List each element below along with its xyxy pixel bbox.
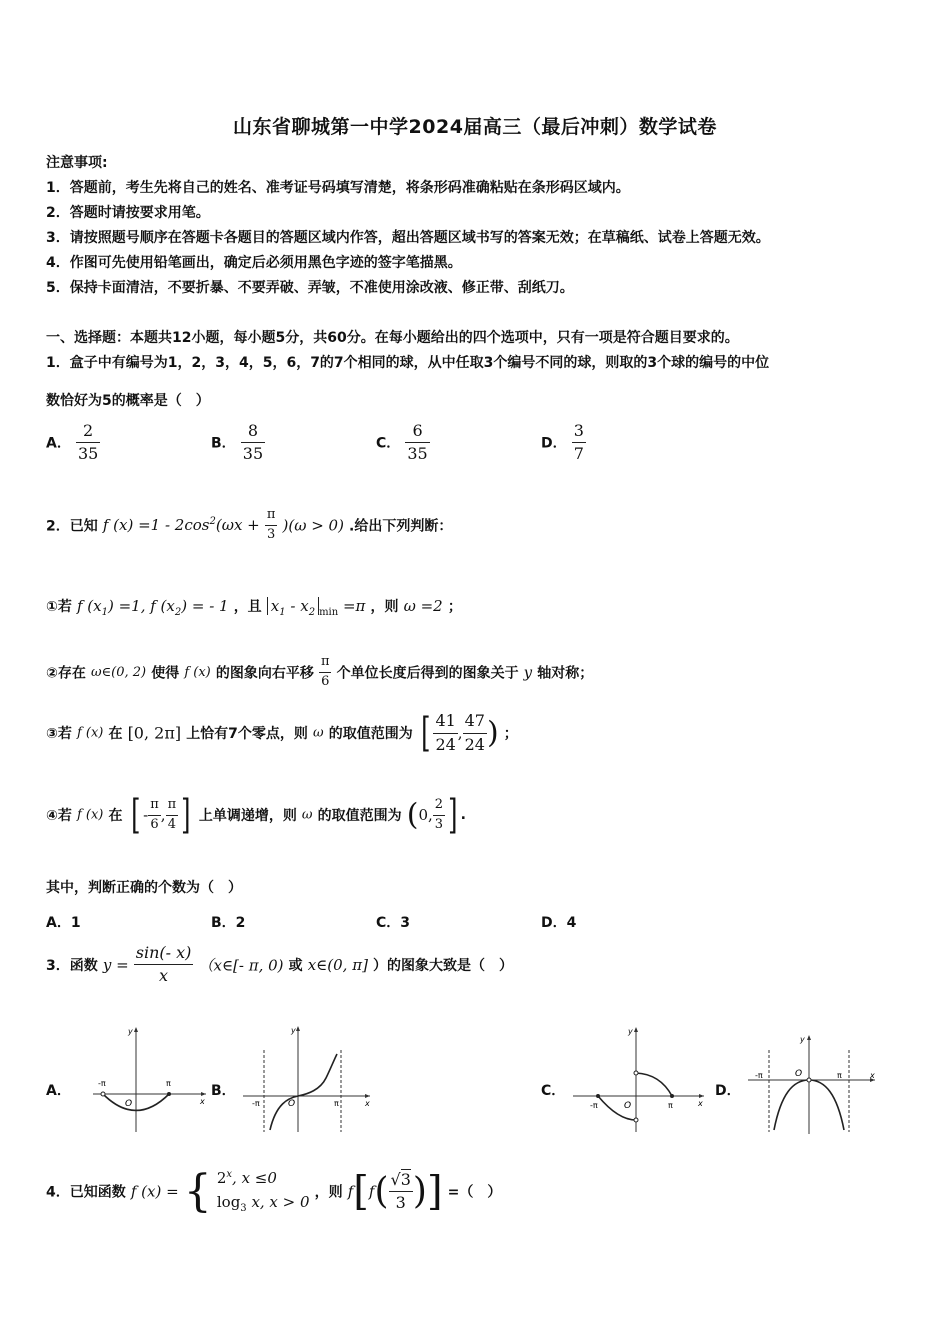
q4-case-1-cond: , x ≤0 xyxy=(232,1169,277,1187)
q3-stem xyxy=(46,944,513,986)
q3-option-c-label[interactable]: C． xyxy=(541,1083,566,1099)
q1-option-c[interactable] xyxy=(376,422,430,464)
label-pi: π xyxy=(334,1099,339,1108)
j4-zero: 0, xyxy=(418,806,433,824)
j1-x2: - x xyxy=(285,597,309,615)
numerator: π xyxy=(319,655,332,673)
numerator: 47 xyxy=(463,712,487,733)
q3-domain-2: x∈(0, π] xyxy=(307,955,368,974)
numerator: 41 xyxy=(433,712,457,733)
q3-fraction xyxy=(134,944,194,986)
j2-y: y xyxy=(523,663,533,682)
notice-item-5: 5．保持卡面清洁，不要折暴、不要弄破、弄皱，不准使用涂改液、修正带、刮纸刀。 xyxy=(46,280,574,296)
notice-item-4: 4．作图可先使用铅笔画出，确定后必须用黑色字迹的签字笔描黑。 xyxy=(46,255,462,271)
j4-end: . xyxy=(460,807,466,823)
label-x: x xyxy=(870,1071,875,1080)
j4-in: 在 xyxy=(108,808,123,824)
j1-abs: $x_1 - x_2$ $_{min}$ =π xyxy=(267,597,366,615)
j1-cond-b: ) =1, f (x xyxy=(107,597,175,615)
j4-frac-2 xyxy=(166,798,179,833)
label-neg-pi: -π xyxy=(98,1079,106,1088)
numerator: 2 xyxy=(433,798,445,816)
j3-omega: ω xyxy=(313,725,324,741)
q3-option-d-label[interactable]: D． xyxy=(715,1083,741,1099)
j1-sub1: 1 xyxy=(101,607,108,618)
option-label: D． xyxy=(541,435,567,452)
j1-then: ，则 xyxy=(370,599,399,615)
j3-in: 在 xyxy=(108,726,123,742)
q4-f-outer: f xyxy=(347,1182,354,1201)
j2-prefix: ②存在 xyxy=(46,665,86,682)
j3-interval: [0, 2π] xyxy=(127,723,182,743)
page-title: 山东省聊城第一中学2024届高三（最后冲刺）数学试卷 xyxy=(233,116,717,138)
denominator: 24 xyxy=(464,734,485,754)
denominator: 7 xyxy=(573,444,584,464)
q3-or: 或 xyxy=(288,957,303,974)
label-neg-pi: -π xyxy=(755,1071,763,1080)
denominator: 35 xyxy=(407,444,428,464)
label-pi: π xyxy=(166,1079,171,1088)
q3-suffix: ）的图象大致是（ ） xyxy=(373,957,514,974)
label-neg-pi: -π xyxy=(252,1099,260,1108)
q4-prefix: 4．已知函数 xyxy=(46,1184,126,1201)
q4-eq: =（ ） xyxy=(447,1184,502,1201)
label-y: y xyxy=(291,1026,296,1035)
numerator: π xyxy=(166,798,179,816)
q4-fx: f (x) = xyxy=(130,1182,179,1201)
j1-x1: x xyxy=(270,597,280,615)
denominator: 6 xyxy=(321,673,330,689)
j3-frac-1 xyxy=(433,712,457,754)
label-origin: O xyxy=(624,1101,632,1111)
q2-option-c[interactable]: C．3 xyxy=(376,915,411,931)
j4-frac-1 xyxy=(148,798,161,833)
label-origin: O xyxy=(795,1069,803,1079)
label-pi: π xyxy=(668,1101,673,1110)
j1-cond-c: ) = - 1 xyxy=(181,597,229,615)
numerator: 8 xyxy=(241,422,265,443)
j2-text-2: 个单位长度后得到的图象关于 xyxy=(336,665,519,682)
q2-judgement-2 xyxy=(46,655,593,690)
option-label: A． xyxy=(46,435,71,452)
denominator: x xyxy=(159,966,169,986)
q2-function xyxy=(103,516,260,534)
j3-frac-2 xyxy=(463,712,487,754)
option-fraction xyxy=(572,422,586,464)
j4-frac-3 xyxy=(433,798,445,833)
j4-text-1: 上单调递增，则 xyxy=(198,808,297,824)
denominator: 4 xyxy=(167,816,176,832)
j3-right-paren: ) xyxy=(486,715,499,751)
q2-suffix: .给出下列判断： xyxy=(349,518,453,535)
q2-arg-right: )(ω > 0) xyxy=(282,516,344,535)
q2-prefix: 2．已知 xyxy=(46,518,98,535)
q3-graph-c[interactable] xyxy=(568,1022,713,1134)
numerator: 2 xyxy=(76,422,100,443)
label-x: x xyxy=(698,1099,703,1108)
j4-text-2: 的取值范围为 xyxy=(317,808,402,824)
label-x: x xyxy=(365,1099,370,1108)
j3-prefix: ③若 xyxy=(46,726,72,742)
j4-omega: ω xyxy=(301,807,313,823)
q3-prefix: 3．函数 xyxy=(46,957,98,974)
j2-text-1: 的图象向右平移 xyxy=(215,665,314,682)
q4-f-inner: f xyxy=(368,1182,375,1201)
j4-left-paren: ( xyxy=(406,797,419,833)
j3-left-bracket: [ xyxy=(420,710,431,756)
j1-cond-a: f (x xyxy=(76,597,102,615)
q2-judgement-1 xyxy=(46,596,462,618)
j4-right-bracket: ] xyxy=(181,792,191,838)
q1-line-2: 数恰好为5的概率是（ ） xyxy=(46,393,210,409)
j2-fx: f (x) xyxy=(184,664,211,680)
q3-graph-d[interactable] xyxy=(745,1032,880,1136)
q4-brace: { xyxy=(183,1166,212,1217)
q4-then: ，则 xyxy=(314,1184,343,1201)
j4-right-bracket-2: ] xyxy=(448,792,458,838)
numerator: √3 xyxy=(389,1171,413,1192)
option-fraction xyxy=(405,422,429,464)
j1-semi: ； xyxy=(447,599,462,615)
label-y: y xyxy=(128,1027,133,1036)
denominator: 6 xyxy=(150,816,159,832)
q2-f-expr: f (x) =1 - 2cos xyxy=(102,516,210,535)
label-neg-pi: -π xyxy=(590,1101,598,1110)
q2-option-d[interactable]: D．4 xyxy=(541,915,577,931)
j1-sub2: 2 xyxy=(174,607,182,618)
j2-make: 使得 xyxy=(151,665,180,682)
label-origin: O xyxy=(125,1099,133,1109)
denominator: 3 xyxy=(434,816,444,832)
notice-heading: 注意事项: xyxy=(46,155,108,171)
q2-stem xyxy=(46,508,452,543)
q2-question: 其中，判断正确的个数为（ ） xyxy=(46,880,242,896)
label-y: y xyxy=(628,1027,633,1036)
q1-option-a[interactable] xyxy=(46,422,100,464)
section-heading: 一、选择题：本题共12小题，每小题5分，共60分。在每小题给出的四个选项中，只有一项是符合题目要求的。 xyxy=(46,330,739,346)
j3-text-2: 的取值范围为 xyxy=(328,726,413,742)
j2-pi-over-6 xyxy=(319,655,332,690)
j1-omega-eq: ω =2 xyxy=(403,597,443,615)
label-y: y xyxy=(800,1035,805,1044)
numerator: 6 xyxy=(405,422,429,443)
q4-case-1-exp: x xyxy=(226,1169,233,1180)
option-fraction xyxy=(241,422,265,464)
denominator: 24 xyxy=(435,734,456,754)
denominator: 35 xyxy=(242,444,264,464)
q4-stem: 4．已知函数 f (x) = { 2$^x$, x ≤0 $\log_3 x$, x > 0 ，则 f[f( $\frac{√3}{3}$ )] =（ ） xyxy=(46,1166,502,1217)
j2-omega-in: ω∈(0, 2) xyxy=(90,664,147,680)
j3-fx: f (x) xyxy=(76,725,104,741)
q2-option-a[interactable]: A．1 xyxy=(46,915,81,931)
q1-option-d[interactable] xyxy=(541,422,586,464)
q1-option-b[interactable] xyxy=(211,422,265,464)
option-fraction xyxy=(76,422,100,464)
q2-arg-left: (ωx + xyxy=(215,516,260,535)
j1-prefix: ①若 xyxy=(46,599,72,615)
q3-graph-a[interactable] xyxy=(88,1022,213,1134)
q4-cases xyxy=(217,1166,310,1217)
numerator: sin(- x) xyxy=(134,944,194,965)
q4-sqrt3-over-3 xyxy=(389,1171,413,1213)
notice-item-1: 1．答题前，考生先将自己的姓名、准考证号码填写清楚，将条形码准确粘贴在条形码区域内。 xyxy=(46,180,630,196)
denominator: 3 xyxy=(395,1193,406,1212)
j4-prefix: ④若 xyxy=(46,808,72,824)
q3-option-a-label[interactable]: A． xyxy=(46,1083,71,1099)
q4-case-2-log: log xyxy=(216,1193,241,1211)
label-pi: π xyxy=(837,1071,842,1080)
j1-eq-pi: =π xyxy=(342,597,366,615)
label-origin: O xyxy=(288,1099,296,1109)
q1-line-1: 1．盒子中有编号为1，2，3，4，5，6，7的7个相同的球，从中任取3个编号不同的球，则取的3个球的编号的中位 xyxy=(46,355,770,371)
j4-fx: f (x) xyxy=(76,807,104,823)
option-label: C． xyxy=(376,435,401,452)
numerator: 3 xyxy=(572,422,586,443)
numerator: π xyxy=(265,508,278,526)
q3-option-b-label[interactable]: B． xyxy=(211,1083,236,1099)
denominator: 35 xyxy=(77,444,99,464)
q4-case-2 xyxy=(217,1190,310,1217)
j2-text-3: 轴对称； xyxy=(537,665,594,682)
j4-left-bracket: [ xyxy=(130,792,141,838)
q2-pi-over-3 xyxy=(265,508,278,543)
q2-judgement-4: ④若 f (x) 在 [ - $\frac{\pi}{6}$ , $\frac{\pi}{4}$ ] 上单调递增，则 ω 的取值范围为 (0, $\frac{2}{3}$ ] . xyxy=(46,792,466,838)
notice-item-3: 3．请按照题号顺序在答题卡各题目的答题区域内作答，超出答题区域书写的答案无效；在草稿纸、试卷上答题无效。 xyxy=(46,230,770,246)
q4-case-1 xyxy=(217,1166,310,1190)
q3-graph-b[interactable] xyxy=(240,1022,375,1134)
q2-sup: 2 xyxy=(209,516,216,528)
j1-min: min xyxy=(319,607,339,618)
j3-semi: ； xyxy=(503,726,518,742)
notice-item-2: 2．答题时请按要求用笔。 xyxy=(46,205,210,221)
option-label: B． xyxy=(211,435,236,452)
numerator: π xyxy=(148,798,161,816)
q4-radicand: 3 xyxy=(400,1169,411,1189)
denominator: 3 xyxy=(266,526,276,542)
q3-domain-1: （x∈[- π, 0) xyxy=(198,956,284,975)
q4-case-2-base: 3 xyxy=(240,1203,247,1214)
q3-y-eq: y = xyxy=(102,955,129,974)
label-x: x xyxy=(200,1097,205,1106)
j1-condition xyxy=(76,597,229,618)
j4-neg: - xyxy=(143,806,149,824)
q4-case-1-base: 2 xyxy=(216,1169,227,1187)
q2-option-b[interactable]: B．2 xyxy=(211,915,246,931)
j1-and: ，且 xyxy=(233,599,262,615)
q4-case-2-cond: x, x > 0 xyxy=(246,1193,310,1211)
q2-judgement-3: ③若 f (x) 在 [0, 2π] 上恰有7个零点，则 ω 的取值范围为 [ $\frac{41}{24}$ , $\frac{47}{24}$ ) ； xyxy=(46,710,518,756)
j3-text-1: 上恰有7个零点，则 xyxy=(186,726,308,742)
